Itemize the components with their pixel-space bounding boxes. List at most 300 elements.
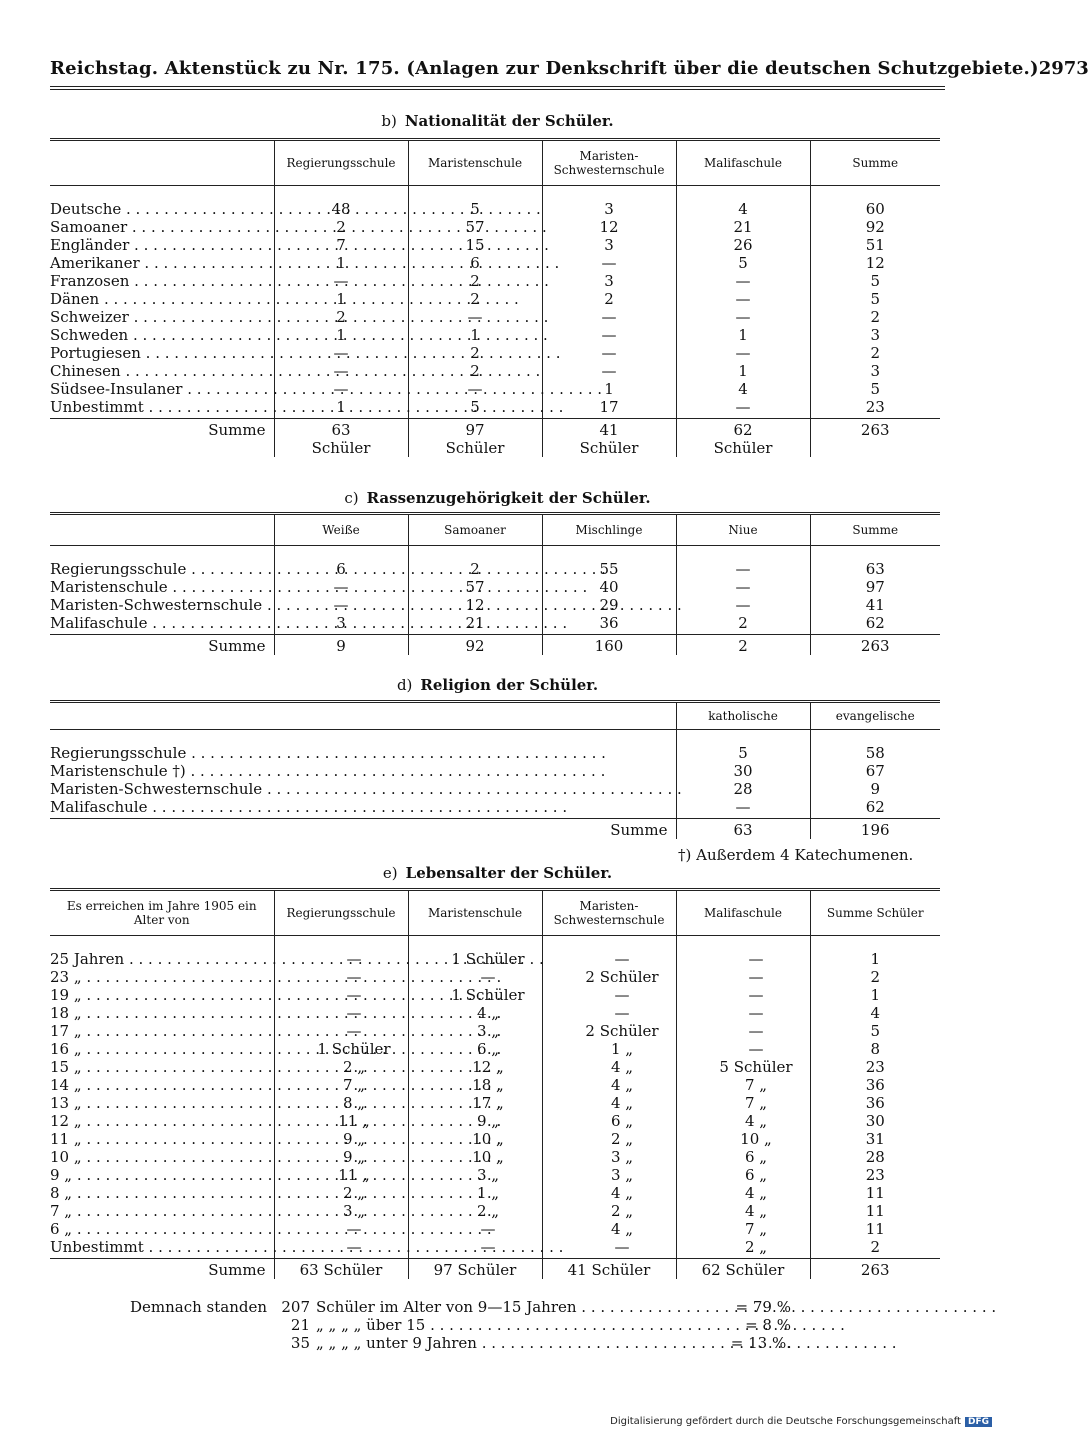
sum-value: 196 [860, 821, 890, 839]
sum-cell [810, 635, 940, 656]
table-cell: — [333, 596, 349, 614]
table-cell: 10 „ [676, 1130, 810, 1148]
table-row [50, 290, 940, 308]
column-header: Summe Schüler [810, 890, 940, 936]
row-label [50, 1220, 274, 1238]
spacer-cell [50, 936, 274, 951]
table-cell: 63 [810, 560, 940, 578]
column-header: Summe [810, 514, 940, 546]
table-row [50, 1220, 940, 1238]
row-label-text: 10 „ . . . [50, 1148, 501, 1166]
section-title-religion [50, 676, 945, 694]
table-cell: 2 [408, 272, 542, 290]
row-label [50, 1004, 274, 1022]
table-cell: 4 „ [542, 1220, 676, 1238]
table-cell: 11 „ [338, 1112, 370, 1130]
table-cell: 7 „ [342, 1076, 366, 1094]
row-label [50, 380, 274, 398]
row-label [50, 1166, 274, 1184]
row-label [50, 308, 274, 326]
table-cell: 60 [810, 200, 940, 218]
sum-row [50, 819, 940, 840]
table-cell: 2 „ [408, 1202, 542, 1220]
row-label [50, 1148, 274, 1166]
table-cell: — [408, 308, 542, 326]
table-cell: — [676, 560, 810, 578]
sum-unit: Schüler [579, 439, 639, 457]
table-cell: 97 [810, 578, 940, 596]
table-cell: 11 [810, 1184, 940, 1202]
summary-count: 21 [290, 1316, 310, 1334]
column-header: Maristenschule [408, 140, 542, 186]
row-label-text: Engländer . . . [50, 236, 549, 254]
table-cell: 6 „ [676, 1148, 810, 1166]
age-table [50, 888, 940, 1279]
footer-text: Digitalisierung gefördert durch die Deutsche Forschungsgemeinschaft [610, 1416, 961, 1427]
row-label [50, 362, 274, 380]
table-cell: — [333, 380, 349, 398]
row-label-text: Portugiesen . . . [50, 344, 560, 362]
sum-label: Summe [50, 635, 274, 656]
table-cell: 2 Schüler [542, 1022, 676, 1040]
row-label-text: 23 „ . . . [50, 968, 501, 986]
table-row [50, 1040, 940, 1058]
row-label-text: Malifaschule . . . [50, 798, 567, 816]
spacer-cell [50, 186, 274, 201]
table-cell: 9 „ [408, 1112, 542, 1130]
header-rule [50, 89, 945, 90]
row-label-text: Samoaner . . . [50, 218, 547, 236]
table-cell: 12 [542, 218, 676, 236]
row-label-text: 19 „ . . . [50, 986, 501, 1004]
table-cell: 11 „ [338, 1166, 370, 1184]
summary-text: „ „ „ „ unter 9 Jahren . . . [316, 1334, 711, 1352]
table-cell: — [676, 272, 810, 290]
sum-cell [676, 635, 810, 656]
sum-label: Summe [50, 1259, 274, 1280]
table-row [50, 1004, 940, 1022]
row-label-text: Deutsche . . . [50, 200, 541, 218]
table-cell: 15 [408, 236, 542, 254]
table-cell: 62 [810, 614, 940, 635]
table-cell: 1 [676, 326, 810, 344]
table-row [50, 218, 940, 236]
row-label-text: Regierungsschule . . . [50, 560, 606, 578]
table-cell: 36 [542, 614, 676, 635]
sum-cell [274, 419, 408, 458]
page-header [50, 58, 1089, 86]
row-label [50, 1238, 274, 1259]
row-label [50, 1094, 274, 1112]
sum-cell [408, 419, 542, 458]
table-cell: — [346, 950, 362, 968]
table-row [50, 1148, 940, 1166]
row-label [50, 798, 676, 819]
row-label-text: Dänen . . . [50, 290, 519, 308]
table-row [50, 344, 940, 362]
sum-value: 2 [738, 637, 748, 655]
section-heading: Nationalität der Schüler. [404, 112, 614, 130]
table-cell: 30 [810, 1112, 940, 1130]
row-label-text: Chinesen . . . [50, 362, 540, 380]
sum-value: 63 [331, 421, 351, 439]
table-cell: 3 [542, 236, 676, 254]
table-cell: 5 [408, 398, 542, 419]
spacer-cell [274, 186, 408, 201]
table-row [50, 326, 940, 344]
row-label [50, 950, 274, 968]
table-cell: 4 „ [542, 1058, 676, 1076]
table-cell: 3 „ [542, 1166, 676, 1184]
sum-cell [274, 635, 408, 656]
spacer-cell [542, 936, 676, 951]
row-label-text: Maristen-Schwesternschule . . . [50, 596, 682, 614]
sum-unit: Schüler [445, 439, 505, 457]
table-cell: 23 [810, 398, 940, 419]
header-rule [50, 86, 945, 87]
table-cell: 5 [810, 290, 940, 308]
table-cell: — [676, 596, 810, 614]
spacer-cell [408, 186, 542, 201]
row-label [50, 578, 274, 596]
table-cell: 4 [676, 380, 810, 398]
table-cell: 1 [676, 362, 810, 380]
table-row [50, 950, 940, 968]
row-label-text: 12 „ . . . [50, 1112, 501, 1130]
sum-value: 92 [465, 637, 485, 655]
row-label-text: 17 „ . . . [50, 1022, 501, 1040]
table-cell: — [346, 1004, 362, 1022]
table-cell: 3 [542, 200, 676, 218]
table-cell: 2 [408, 560, 542, 578]
table-cell: 5 [810, 272, 940, 290]
sum-value: 9 [336, 637, 346, 655]
row-label-text: Unbestimmt . . . [50, 398, 563, 416]
table-cell: 9 [810, 780, 940, 798]
column-header: Summe [810, 140, 940, 186]
table-row [50, 986, 940, 1004]
table-row [50, 560, 940, 578]
table-cell: 23 [810, 1166, 940, 1184]
row-label-text: Amerikaner . . . [50, 254, 559, 272]
row-label [50, 614, 274, 635]
table-row [50, 1184, 940, 1202]
table-cell: 3 „ [542, 1148, 676, 1166]
section-heading: Lebensalter der Schüler. [405, 864, 613, 882]
spacer-cell [408, 936, 542, 951]
dfg-logo-icon: DFG [965, 1417, 992, 1427]
table-cell: — [542, 1004, 676, 1022]
table-cell: — [346, 986, 362, 1004]
summary-lead [130, 1334, 280, 1352]
table-cell: 57 [408, 218, 542, 236]
sum-cell [676, 1259, 810, 1280]
table-cell: 2 [408, 290, 542, 308]
table-cell: 2 [676, 614, 810, 635]
table-cell: 1 [810, 950, 940, 968]
table-cell: 1 [336, 290, 346, 308]
table-cell: 2 „ [342, 1058, 366, 1076]
column-header: katholische [676, 702, 810, 730]
table-cell: — [346, 968, 362, 986]
table-cell: 4 „ [542, 1094, 676, 1112]
table-cell: 3 „ [408, 1022, 542, 1040]
table-cell: 5 [810, 380, 940, 398]
row-label-text: Regierungsschule . . . [50, 744, 606, 762]
table-row [50, 1112, 940, 1130]
sum-value: 63 Schüler [299, 1261, 383, 1279]
summary-count: 207 [281, 1298, 310, 1316]
table-cell: 2 „ [676, 1238, 810, 1259]
summary-percent: = 8 % [745, 1316, 791, 1334]
table-row [50, 380, 940, 398]
table-row [50, 362, 940, 380]
row-label [50, 780, 676, 798]
table-cell: — [333, 272, 349, 290]
section-heading: Religion der Schüler. [420, 676, 599, 694]
spacer-cell [810, 936, 940, 951]
table-cell: 5 [810, 1022, 940, 1040]
table-cell: 3 [542, 272, 676, 290]
spacer-row [50, 730, 940, 745]
table-cell: 4 „ [676, 1184, 810, 1202]
table-cell: 4 [810, 1004, 940, 1022]
table-cell: 58 [810, 744, 940, 762]
race-table [50, 512, 940, 655]
table-cell: 1 „ [408, 1184, 542, 1202]
row-label [50, 1130, 274, 1148]
column-header-blank [50, 514, 274, 546]
table-cell: 3 „ [408, 1166, 542, 1184]
sum-value: 63 [733, 821, 753, 839]
section-heading: Rassenzugehörigkeit der Schüler. [366, 489, 651, 507]
table-cell: — [676, 1022, 810, 1040]
row-label-text: Maristenschule †) . . . [50, 762, 605, 780]
table-cell: 1 [408, 326, 542, 344]
row-label [50, 1076, 274, 1094]
table-cell: 6 [408, 254, 542, 272]
column-header: Maristenschule [408, 890, 542, 936]
table-row [50, 398, 940, 419]
table-cell: 4 „ [676, 1202, 810, 1220]
table-row [50, 308, 940, 326]
table-cell: 1 [810, 986, 940, 1004]
row-label [50, 290, 274, 308]
spacer-row [50, 936, 940, 951]
table-row [50, 798, 940, 819]
summary-text: Schüler im Alter von 9—15 Jahren . . . [316, 1298, 711, 1316]
spacer-cell [50, 730, 676, 745]
table-cell: 30 [733, 762, 753, 780]
row-label-text: Maristen-Schwesternschule . . . [50, 780, 682, 798]
table-cell: 2 [810, 308, 940, 326]
table-cell: 1 „ [542, 1040, 676, 1058]
table-cell: — [676, 290, 810, 308]
row-label-text: Schweden . . . [50, 326, 548, 344]
column-header: Maristen-Schwesternschule [542, 140, 676, 186]
spacer-cell [676, 546, 810, 561]
table-cell: — [333, 362, 349, 380]
spacer-row [50, 546, 940, 561]
table-cell: — [346, 1238, 362, 1256]
table-row [50, 1058, 940, 1076]
table-cell: 3 [336, 614, 346, 632]
sum-cell [542, 419, 676, 458]
spacer-cell [274, 936, 408, 951]
table-cell: — [408, 1238, 542, 1259]
table-cell: — [676, 1004, 810, 1022]
summary-row [130, 1334, 890, 1352]
row-label [50, 986, 274, 1004]
table-cell: 5 [676, 254, 810, 272]
religion-footnote: †) Außerdem 4 Katechumenen. [678, 846, 914, 864]
table-cell: 28 [810, 1148, 940, 1166]
summary-row [130, 1298, 890, 1316]
sum-value: 62 Schüler [701, 1261, 785, 1279]
table-cell: 5 Schüler [676, 1058, 810, 1076]
table-cell: 7 „ [676, 1076, 810, 1094]
sum-cell [676, 419, 810, 458]
table-cell: 3 [810, 362, 940, 380]
table-row [50, 762, 940, 780]
row-label [50, 326, 274, 344]
table-cell: 26 [676, 236, 810, 254]
table-cell: — [676, 578, 810, 596]
spacer-cell [542, 546, 676, 561]
table-cell: 2 „ [342, 1184, 366, 1202]
row-label [50, 1040, 274, 1058]
summary-row [130, 1316, 890, 1334]
spacer-cell [810, 730, 940, 745]
table-cell: 5 [738, 744, 748, 762]
page-title: Reichstag. Aktenstück zu Nr. 175. (Anlagen zur Denkschrift über die deutschen Schutzgebiete.) [50, 58, 1039, 79]
table-cell: 2 [336, 308, 346, 326]
table-row [50, 1130, 940, 1148]
table-cell: — [676, 344, 810, 362]
table-cell: 2 [542, 290, 676, 308]
row-label [50, 272, 274, 290]
table-row [50, 1022, 940, 1040]
row-label-text: Südsee-Insulaner . . . [50, 380, 602, 398]
summary-lead [130, 1316, 280, 1334]
row-label-text: 13 „ . . . [50, 1094, 501, 1112]
table-cell: 51 [810, 236, 940, 254]
spacer-cell [810, 186, 940, 201]
table-cell: 8 „ [342, 1094, 366, 1112]
table-cell: 3 „ [342, 1202, 366, 1220]
sum-cell [810, 1259, 940, 1280]
table-cell: 6 „ [408, 1040, 542, 1058]
sum-row [50, 635, 940, 656]
table-cell: — [676, 986, 810, 1004]
table-cell: 18 „ [408, 1076, 542, 1094]
row-label-text: 7 „ . . . [50, 1202, 492, 1220]
row-label-text: 14 „ . . . [50, 1076, 501, 1094]
row-label [50, 218, 274, 236]
row-label [50, 1112, 274, 1130]
row-label-text: 16 „ . . . [50, 1040, 501, 1058]
table-cell: — [542, 344, 676, 362]
sum-unit: Schüler [311, 439, 371, 457]
table-cell: 6 „ [542, 1112, 676, 1130]
sum-label: Summe [50, 419, 274, 458]
section-letter: d) [396, 676, 413, 694]
column-header: Es erreichen im Jahre 1905 ein Alter von [50, 890, 274, 936]
summary-percent: = 79 % [735, 1298, 791, 1316]
column-header-blank [50, 140, 274, 186]
summary-percent: = 13 %. [730, 1334, 791, 1352]
table-row [50, 614, 940, 635]
sum-value: 160 [594, 637, 624, 655]
table-cell: — [542, 1238, 676, 1259]
spacer-cell [676, 730, 810, 745]
section-title-age [50, 864, 945, 882]
sum-cell [810, 419, 940, 458]
column-header: Maristen-Schwesternschule [542, 890, 676, 936]
sum-cell [274, 1259, 408, 1280]
row-label [50, 398, 274, 419]
table-cell: — [542, 254, 676, 272]
table-cell: 31 [810, 1130, 940, 1148]
table-cell: — [735, 798, 751, 816]
table-cell: 1 [336, 254, 346, 272]
table-cell: — [676, 950, 810, 968]
table-cell: 2 [336, 218, 346, 236]
table-cell: 1 [336, 398, 346, 416]
sum-unit: Schüler [713, 439, 773, 457]
table-cell: 12 [810, 254, 940, 272]
table-cell: 1 Schüler [408, 950, 542, 968]
table-cell: 6 [336, 560, 346, 578]
table-cell: 2 Schüler [542, 968, 676, 986]
table-cell: 12 [408, 596, 542, 614]
spacer-cell [676, 936, 810, 951]
row-label-text: Franzosen . . . [50, 272, 549, 290]
sum-cell [542, 1259, 676, 1280]
table-cell: 1 Schüler [317, 1040, 391, 1058]
table-cell: — [333, 344, 349, 362]
spacer-cell [676, 186, 810, 201]
table-cell: 2 „ [542, 1130, 676, 1148]
sum-cell [408, 635, 542, 656]
table-cell: 3 [810, 326, 940, 344]
nationality-table [50, 138, 940, 457]
age-summary [130, 1298, 890, 1352]
row-label [50, 254, 274, 272]
row-label [50, 236, 274, 254]
table-cell: 57 [408, 578, 542, 596]
table-row [50, 1238, 940, 1259]
table-cell: 2 [810, 344, 940, 362]
spacer-cell [50, 546, 274, 561]
table-cell: 7 „ [676, 1094, 810, 1112]
table-row [50, 968, 940, 986]
row-label [50, 1202, 274, 1220]
table-cell: 41 [810, 596, 940, 614]
summary-text: „ „ „ „ über 15 . . . [316, 1316, 711, 1334]
table-cell: 4 „ [542, 1184, 676, 1202]
spacer-cell [274, 546, 408, 561]
spacer-cell [542, 186, 676, 201]
table-cell: 4 „ [408, 1004, 542, 1022]
table-row [50, 272, 940, 290]
section-title-race [50, 489, 945, 507]
sum-cell [810, 819, 940, 840]
row-label-text: Schweizer . . . [50, 308, 548, 326]
table-row [50, 578, 940, 596]
table-cell: 4 „ [542, 1076, 676, 1094]
table-cell: 36 [810, 1094, 940, 1112]
